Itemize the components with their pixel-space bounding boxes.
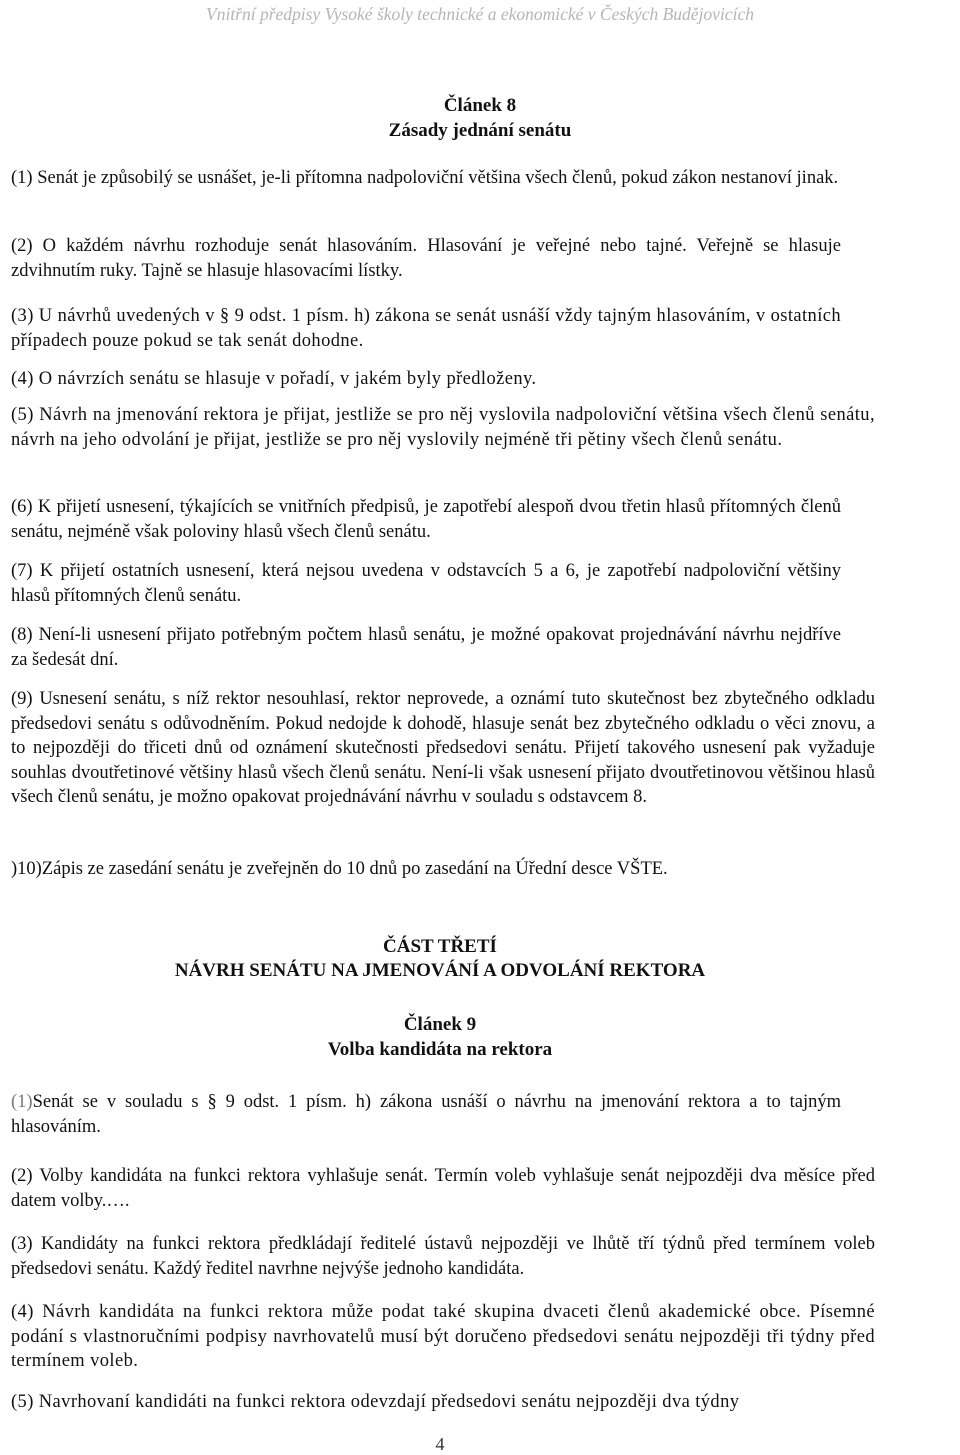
article-8-paragraph-3: (3) U návrhů uvedených v § 9 odst. 1 písm. h) zákona se senát usnáší vždy tajným hlasováním, v ostatních případech pouze pokud se tak senát dohodne. <box>11 306 841 351</box>
article-8-paragraph-7: (7) K přijetí ostatních usnesení, která nejsou uvedena v odstavcích 5 a 6, je zapotřebí nadpoloviční většiny hlasů přítomných členů senátu. <box>11 561 841 606</box>
paragraph-1-text: Senát se v souladu s § 9 odst. 1 písm. h) zákona usnáší o návrhu na jmenování rektora a to tajným hlasováním. <box>11 1092 841 1137</box>
part-3-label: ČÁST TŘETÍ <box>383 936 497 957</box>
article-8-paragraph-6: (6) K přijetí usnesení, týkajících se vnitřních předpisů, je zapotřebí alespoň dvou třetin hlasů přítomných členů senátu, nejméně však poloviny hlasů všech členů senátu. <box>11 497 841 542</box>
article-8-title: Zásady jednání senátu <box>388 120 572 141</box>
article-9-paragraph-1 <box>11 1090 841 1139</box>
article-8-paragraph-10: )10)Zápis ze zasedání senátu je zveřejněn do 10 dnů po zasedání na Úřední desce VŠTE. <box>11 859 668 879</box>
article-8-paragraph-5: (5) Návrh na jmenování rektora je přijat, jestliže se pro něj vyslovila nadpoloviční většina všech členů senátu, návrh na jeho odvolání je přijat, jestliže se pro něj vyslovily nejméně tři pětiny všech členů senátu. <box>11 405 875 450</box>
article-9-paragraph-5: (5) Navrhovaní kandidáti na funkci rektora odevzdají předsedovi senátu nejpozději dva týdny <box>11 1392 740 1412</box>
article-9-paragraph-4: (4) Návrh kandidáta na funkci rektora může podat také skupina dvaceti členů akademické obce. Písemné podání s vlastnoručními podpisy navrhovatelů musí být doručeno předsedovi senátu nejpozději tři týdny před termínem voleb. <box>11 1302 875 1371</box>
article-9-paragraph-2: (2) Volby kandidáta na funkci rektora vyhlašuje senát. Termín voleb vyhlašuje senát nejpozději dva měsíce před datem volby.…. <box>11 1166 875 1211</box>
paragraph-1-number: (1) <box>11 1092 33 1112</box>
article-8-paragraph-1: (1) Senát je způsobilý se usnášet, je-li přítomna nadpoloviční většina všech členů, pokud zákon nestanoví jinak. <box>11 168 839 188</box>
article-8-number: Článek 8 <box>443 95 517 116</box>
article-8-paragraph-8: (8) Není-li usnesení přijato potřebným počtem hlasů senátu, je možné opakovat projednávání návrhu nejdříve za šedesát dní. <box>11 625 841 670</box>
part-3-title: NÁVRH SENÁTU NA JMENOVÁNÍ A ODVOLÁNÍ REKTORA <box>174 960 706 981</box>
article-9-number: Článek 9 <box>403 1014 477 1035</box>
article-8-paragraph-2: (2) O každém návrhu rozhoduje senát hlasováním. Hlasování je veřejné nebo tajné. Veřejně se hlasuje zdvihnutím ruky. Tajně se hlasuje hlasovacími lístky. <box>11 236 841 281</box>
article-8-paragraph-4: (4) O návrzích senátu se hlasuje v pořadí, v jakém byly předloženy. <box>11 369 537 389</box>
article-8-paragraph-9: (9) Usnesení senátu, s níž rektor nesouhlasí, rektor neprovede, a oznámí tuto skutečnost bez zbytečného odkladu předsedovi senátu s odůvodněním. Pokud nedojde k dohodě, hlasuje senát bez zbytečného odkladu o věci znovu, a to nejpozději do třiceti dnů od oznámení skutečnosti předsedovi senátu. Přijetí takového usnesení pak vyžaduje souhlas dvoutřetinové většiny hlasů všech členů senátu. Není-li však usnesení přijato dvoutřetinovou většinou hlasů všech členů senátu, je možno opakovat projednávání návrhu v souladu s odstavcem 8. <box>11 689 875 807</box>
article-9-title: Volba kandidáta na rektora <box>327 1039 553 1060</box>
article-9-paragraph-3: (3) Kandidáty na funkci rektora předkládají ředitelé ústavů nejpozději ve lhůtě tří týdnů před termínem voleb předsedovi senátu. Každý ředitel navrhne nejvýše jednoho kandidáta. <box>11 1234 875 1279</box>
running-header: Vnitřní předpisy Vysoké školy technické a ekonomické v Českých Budějovicích <box>206 4 754 24</box>
page-number: 4 <box>435 1434 445 1454</box>
